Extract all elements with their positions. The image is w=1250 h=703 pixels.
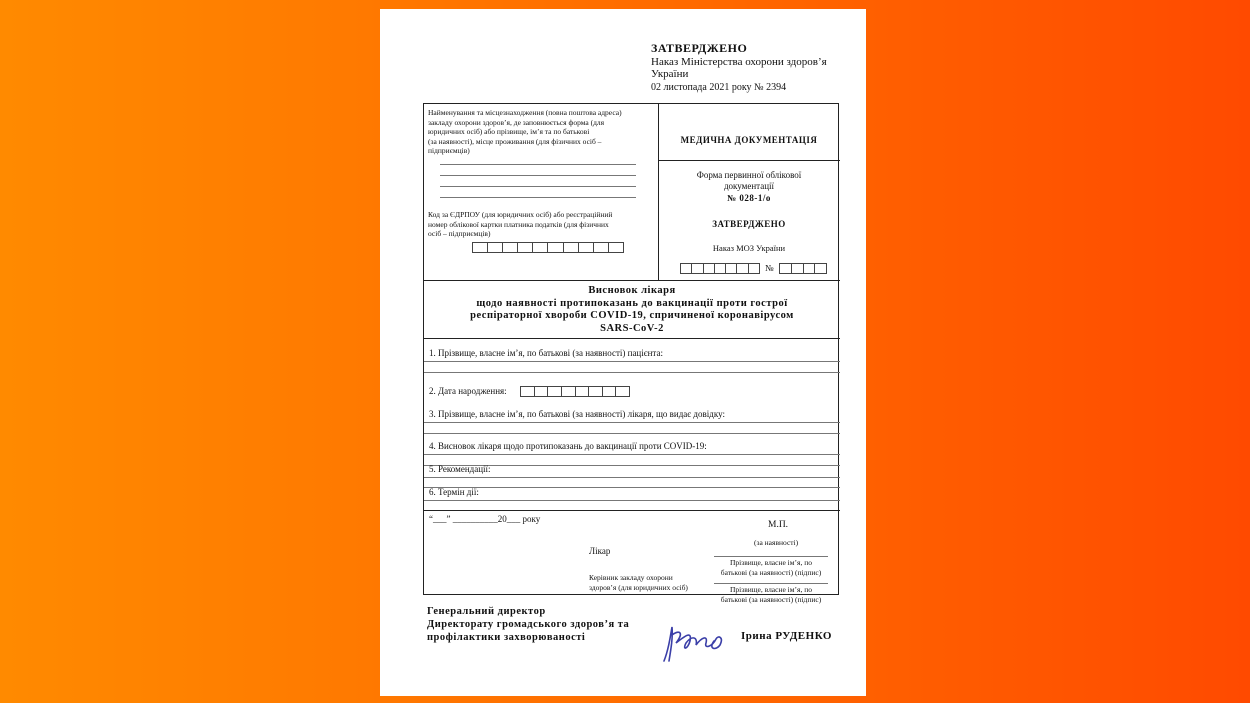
recommendations-line-2[interactable] xyxy=(424,487,840,488)
doctor-signature-caption: Прізвище, власне ім’я, по батькові (за наявності) (підпис) xyxy=(720,558,822,577)
stamp-label: М.П. xyxy=(768,520,789,530)
validity-label: 6. Термін дії: xyxy=(429,487,479,497)
head-label: Керівник закладу охорони здоров’я (для юридичних осіб) xyxy=(589,573,688,592)
document-title: Висновок лікаря щодо наявності протипоказань до вакцинації проти гострої респіраторної хвороби COVID-19, спричиненої коронавірусом SARS-CoV-2 xyxy=(470,285,794,334)
form-number: № 028-1/о xyxy=(727,193,771,203)
number-sign: № xyxy=(765,263,774,273)
doctor-signature-line[interactable] xyxy=(714,556,828,557)
form-type-label: Форма первинної облікової документації xyxy=(696,170,802,191)
fields-separator xyxy=(424,510,840,511)
order-date: 02 листопада 2021 року № 2394 xyxy=(651,82,787,93)
patient-name-line-2[interactable] xyxy=(424,372,840,373)
med-doc-separator xyxy=(658,160,840,161)
doctor-name-label: 3. Прізвище, власне ім’я, по батькові (за наявності) лікаря, що видає довідку: xyxy=(429,409,725,419)
edrpou-code-boxes[interactable] xyxy=(472,242,624,253)
order-date-boxes[interactable] xyxy=(680,263,760,274)
conclusion-line-1[interactable] xyxy=(424,454,840,455)
order-number-boxes[interactable] xyxy=(779,263,827,274)
order-line-2: України xyxy=(651,68,689,80)
document-page xyxy=(380,9,866,696)
birth-date-boxes[interactable] xyxy=(520,386,630,397)
top-divider xyxy=(658,104,659,280)
director-title: Генеральний директор Директорату громадського здоров’я та профілактики захворюваності xyxy=(427,606,630,643)
institution-label: Найменування та місцезнаходження (повна поштова адреса) закладу охорони здоров’я, де заповнюється форма (для юридичних осіб) або прізвище, ім’я та по батькові (за наявності), місце проживання (для фізичних осіб – підприємців) xyxy=(428,108,622,155)
birth-date-label: 2. Дата народження: xyxy=(429,386,507,396)
approved-heading: ЗАТВЕРДЖЕНО xyxy=(651,41,748,55)
handwritten-signature xyxy=(658,621,728,667)
head-signature-caption: Прізвище, власне ім’я, по батькові (за наявності) (підпис) xyxy=(720,585,822,604)
patient-name-label: 1. Прізвище, власне ім’я, по батькові (за наявності) пацієнта: xyxy=(429,348,663,358)
doctor-name-line-1[interactable] xyxy=(424,422,840,423)
form-frame xyxy=(423,103,839,604)
validity-line-1[interactable] xyxy=(424,500,840,501)
institution-line-3[interactable] xyxy=(440,186,636,187)
medical-documentation-label: МЕДИЧНА ДОКУМЕНТАЦІЯ xyxy=(680,135,818,145)
institution-line-1[interactable] xyxy=(440,164,636,165)
stamp-if-any: (за наявності) xyxy=(754,538,799,547)
approved-right: ЗАТВЕРДЖЕНО xyxy=(712,219,786,229)
title-separator xyxy=(424,338,840,339)
institution-line-4[interactable] xyxy=(440,197,636,198)
recommendations-line-1[interactable] xyxy=(424,477,840,478)
date-line[interactable]: “___” __________20___ року xyxy=(429,514,541,524)
moz-order: Наказ МОЗ України xyxy=(712,243,786,253)
head-signature-line[interactable] xyxy=(714,583,828,584)
director-name: Ірина РУДЕНКО xyxy=(741,630,832,642)
top-section-separator xyxy=(424,280,840,281)
patient-name-line-1[interactable] xyxy=(424,361,840,362)
order-line-1: Наказ Міністерства охорони здоров’я xyxy=(651,56,827,68)
conclusion-label: 4. Висновок лікаря щодо протипоказань до вакцинації проти COVID-19: xyxy=(429,441,707,451)
institution-line-2[interactable] xyxy=(440,175,636,176)
code-label: Код за ЄДРПОУ (для юридичних осіб) або реєстраційний номер облікової картки платника податків (для фізичних осіб – підприємців) xyxy=(428,210,613,238)
recommendations-label: 5. Рекомендації: xyxy=(429,464,491,474)
doctor-name-line-2[interactable] xyxy=(424,433,840,434)
doctor-label: Лікар xyxy=(589,546,611,556)
